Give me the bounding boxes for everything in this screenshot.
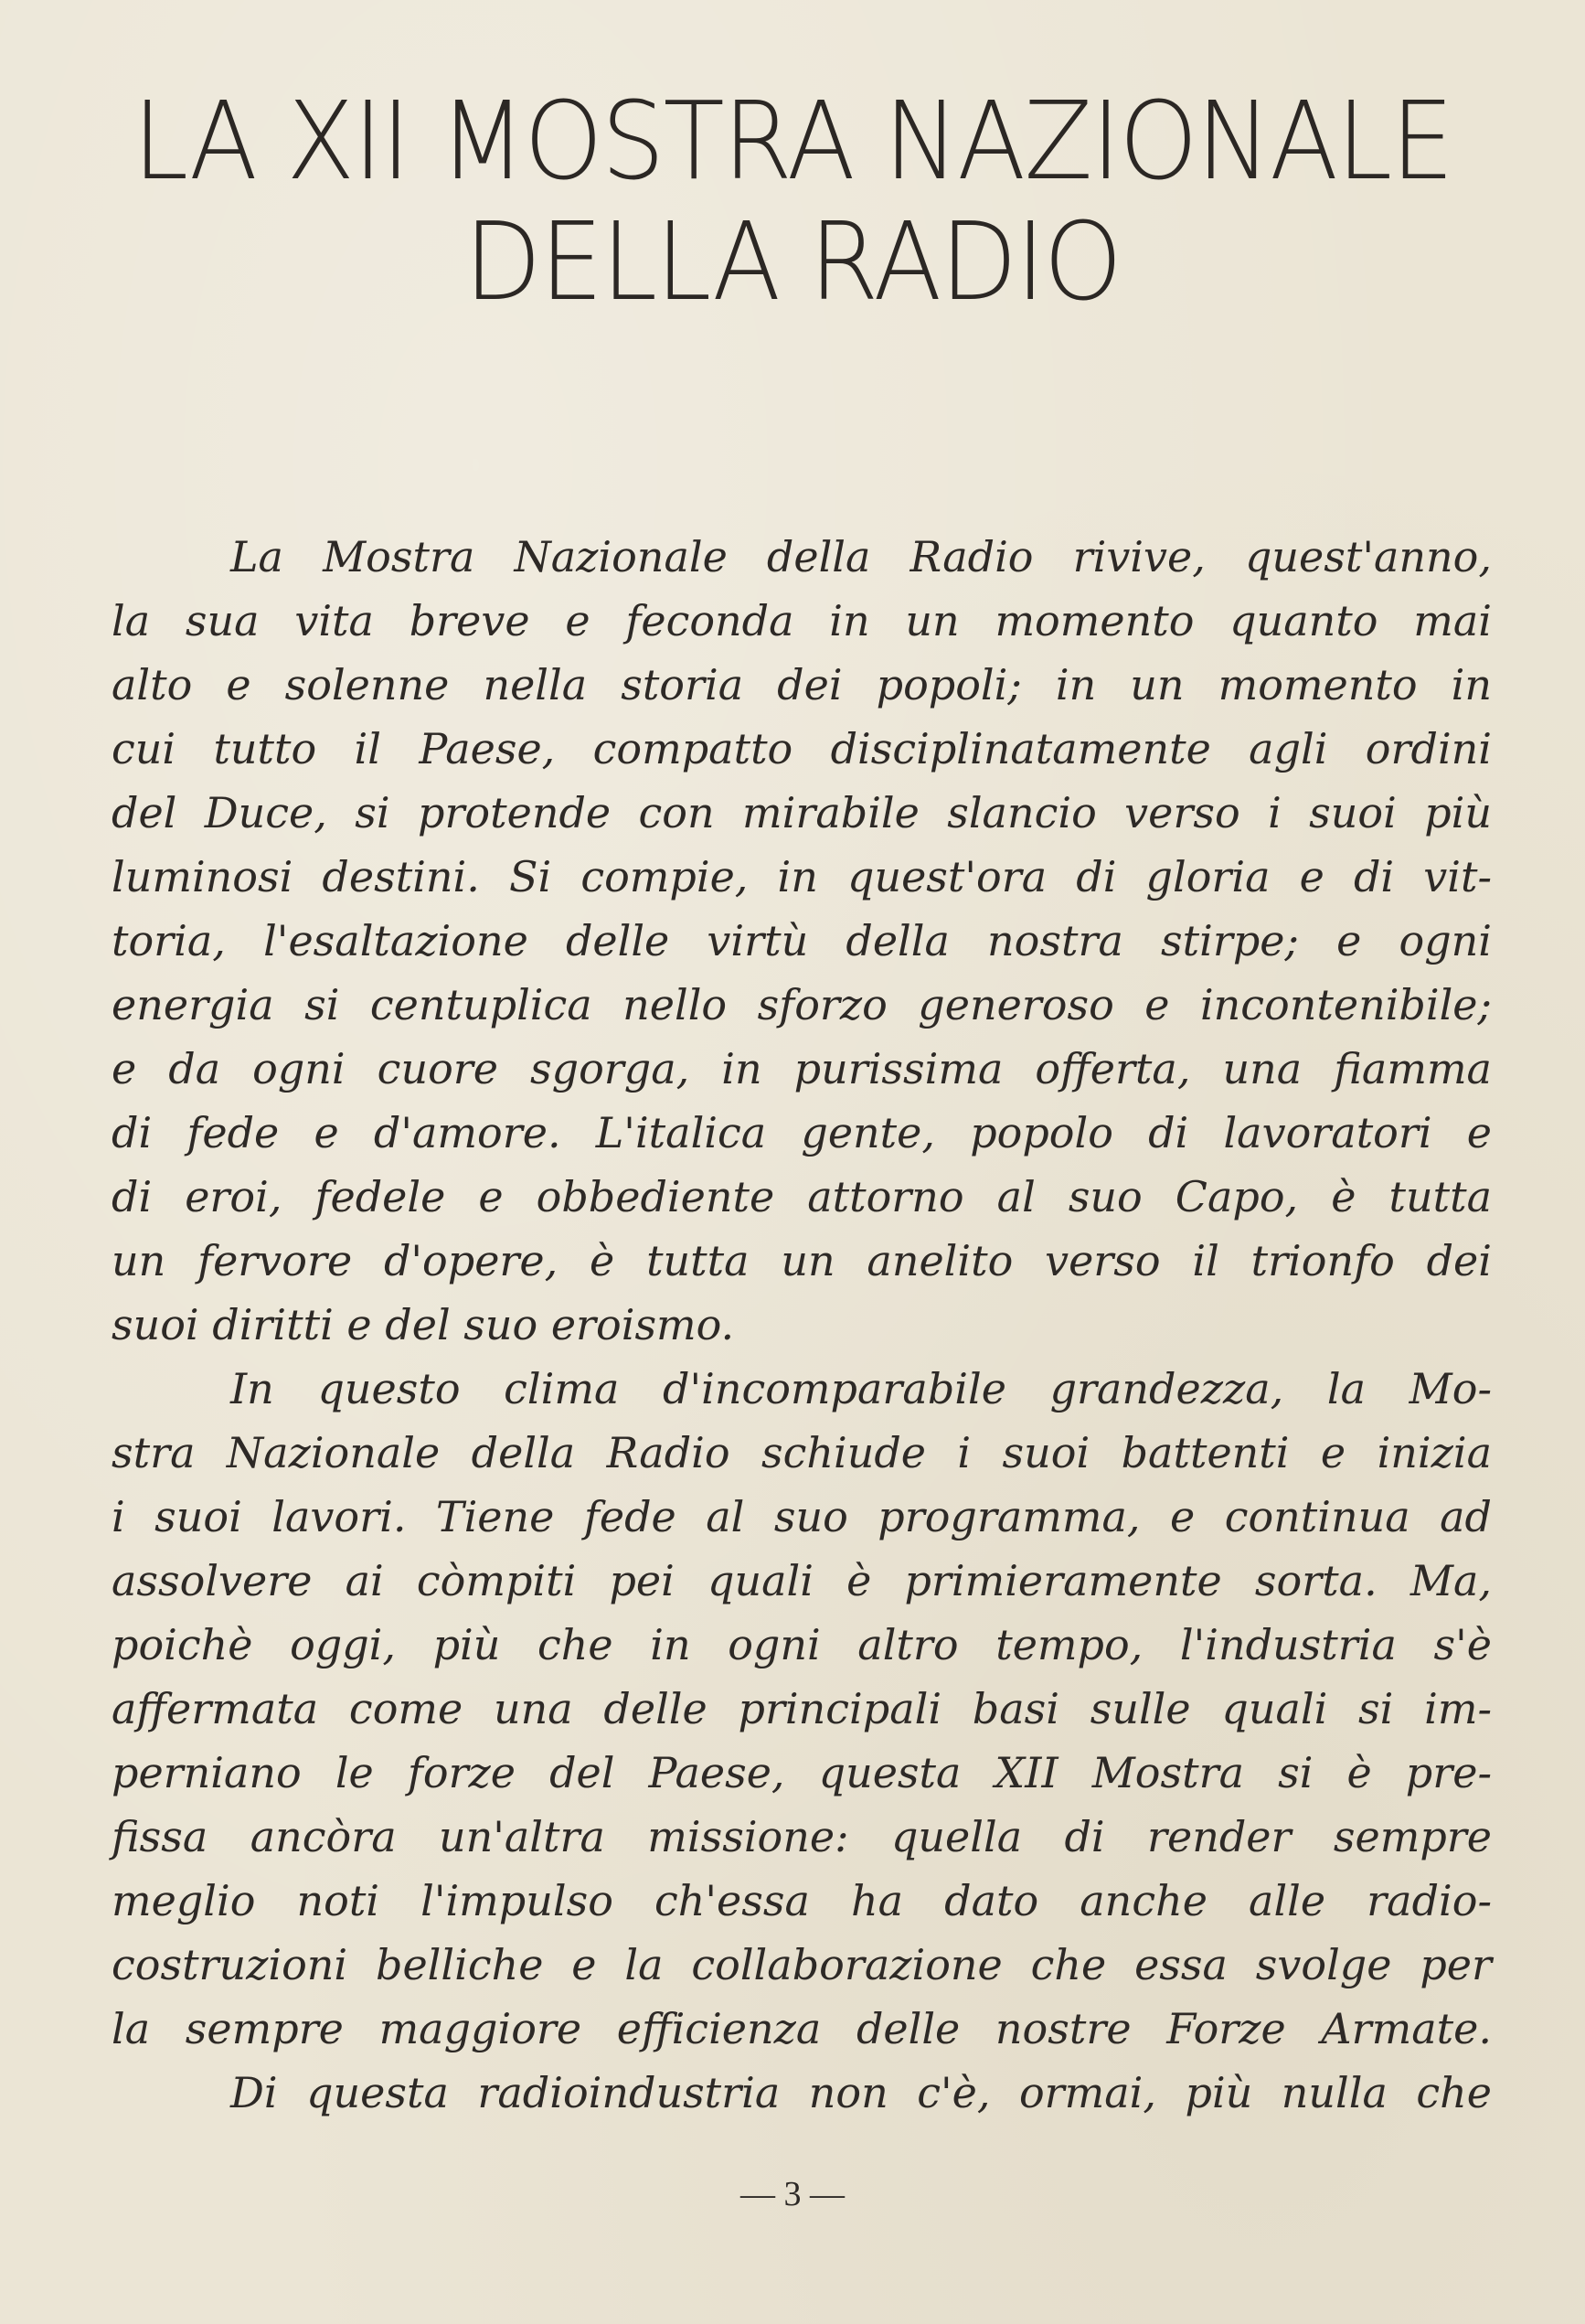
article-body (112, 525, 1492, 2125)
body-line: del Duce, si protende con mirabile slancio verso i suoi più (112, 788, 1492, 837)
body-line: cui tutto il Paese, compatto disciplinatamente agli ordini (112, 724, 1492, 773)
body-line: assolvere ai còmpiti pei quali è primieramente sorta. Ma, (112, 1556, 1492, 1605)
body-line: i suoi lavori. Tiene fede al suo programma, e continua ad (112, 1492, 1492, 1541)
body-line: meglio noti l'impulso ch'essa ha dato anche alle radio- (112, 1876, 1492, 1925)
body-line: la sempre maggiore efficienza delle nostre Forze Armate. (112, 2004, 1492, 2053)
body-line: costruzioni belliche e la collaborazione che essa svolge per (112, 1940, 1492, 1989)
title-line-1: LA XII MOSTRA NAZIONALE (133, 78, 1452, 204)
body-line: energia si centuplica nello sforzo generoso e incontenibile; (112, 980, 1492, 1029)
body-line: stra Nazionale della Radio schiude i suoi battenti e inizia (112, 1428, 1492, 1477)
title-line-2: DELLA RADIO (463, 198, 1122, 325)
body-line: In questo clima d'incomparabile grandezza, la Mo- (230, 1364, 1492, 1413)
body-line: di eroi, fedele e obbediente attorno al suo Capo, è tutta (112, 1172, 1492, 1221)
body-line: la sua vita breve e feconda in un momento quanto mai (112, 596, 1492, 645)
body-line: fissa ancòra un'altra missione: quella di render sempre (112, 1812, 1492, 1861)
body-line: La Mostra Nazionale della Radio rivive, quest'anno, (230, 532, 1492, 581)
body-line: affermata come una delle principali basi sulle quali si im- (112, 1684, 1492, 1733)
body-line: perniano le forze del Paese, questa XII Mostra si è pre- (112, 1748, 1492, 1797)
page-number: — 3 — (740, 2175, 845, 2213)
page-title (0, 78, 1585, 325)
body-line: alto e solenne nella storia dei popoli; in un momento in (112, 660, 1492, 709)
body-line: suoi diritti e del suo eroismo. (112, 1300, 735, 1349)
body-line: poichè oggi, più che in ogni altro tempo, l'industria s'è (112, 1620, 1492, 1669)
body-line: di fede e d'amore. L'italica gente, popolo di lavoratori e (112, 1108, 1492, 1157)
body-line: e da ogni cuore sgorga, in purissima offerta, una fiamma (112, 1044, 1492, 1093)
body-line: toria, l'esaltazione delle virtù della nostra stirpe; e ogni (112, 916, 1492, 965)
body-line: Di questa radioindustria non c'è, ormai, più nulla che (230, 2068, 1492, 2117)
body-line: un fervore d'opere, è tutta un anelito verso il trionfo dei (112, 1236, 1492, 1285)
body-line: luminosi destini. Si compie, in quest'ora di gloria e di vit- (112, 852, 1492, 901)
